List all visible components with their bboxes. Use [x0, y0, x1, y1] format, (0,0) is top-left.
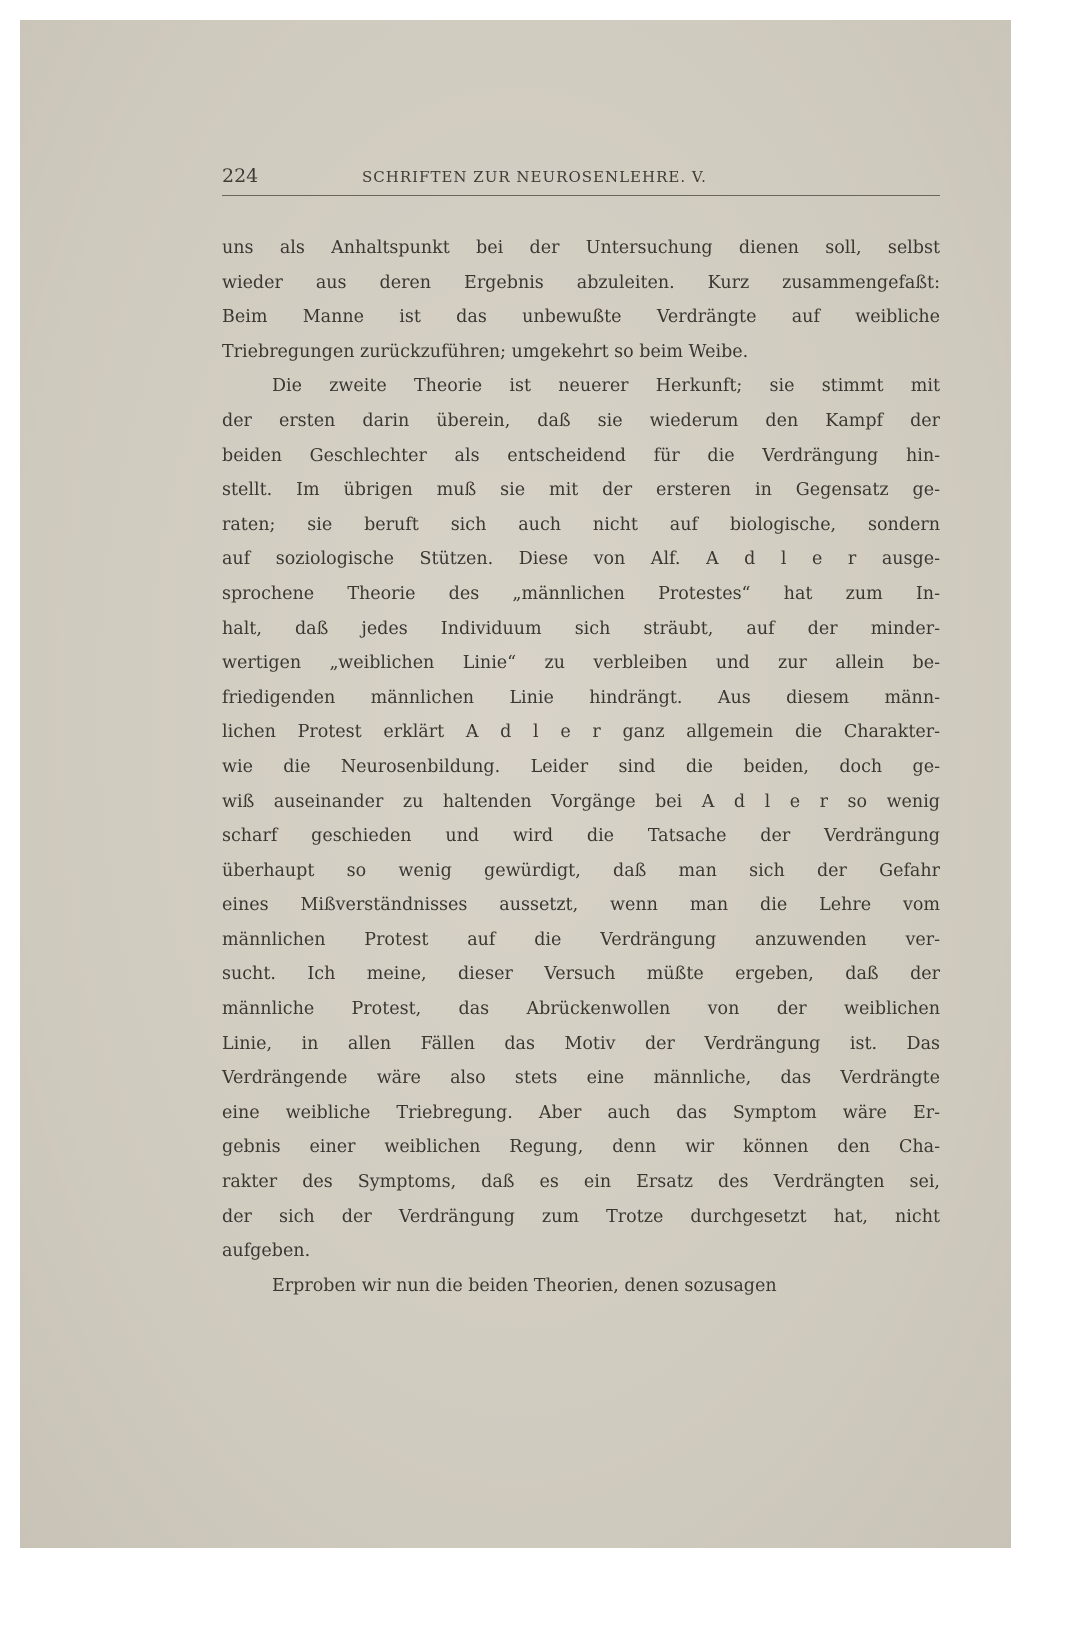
text-line: Erproben wir nun die beiden Theorien, denen sozusagen [272, 1275, 777, 1296]
running-head: SCHRIFTEN ZUR NEUROSENLEHRE. V. [362, 168, 707, 186]
text-line: Triebregungen zurückzuführen; umgekehrt so beim Weibe. [222, 341, 749, 362]
text-line: eines Mißverständnisses aussetzt, wenn man die Lehre vom [222, 895, 940, 916]
text-line: wie die Neurosenbildung. Leider sind die beiden, doch ge- [222, 756, 940, 777]
body-text [222, 231, 940, 1303]
text-line: männlichen Protest auf die Verdrängung anzuwenden ver- [222, 929, 940, 950]
text-line: wieder aus deren Ergebnis abzuleiten. Kurz zusammengefaßt: [222, 272, 940, 293]
page-number: 224 [222, 165, 259, 187]
paragraph [222, 369, 940, 1268]
text-line: friedigenden männlichen Linie hindrängt. Aus diesem männ- [222, 687, 940, 708]
text-line: wertigen „weiblichen Linie“ zu verbleiben und zur allein be- [222, 653, 940, 674]
text-line: sprochene Theorie des „männlichen Protestes“ hat zum In- [222, 583, 940, 604]
text-line: rakter des Symptoms, daß es ein Ersatz des Verdrängten sei, [222, 1172, 940, 1193]
text-line: Verdrängende wäre also stets eine männliche, das Verdrängte [222, 1068, 940, 1089]
text-line: überhaupt so wenig gewürdigt, daß man sich der Gefahr [222, 860, 940, 881]
text-line: uns als Anhaltspunkt bei der Untersuchung dienen soll, selbst [222, 238, 940, 258]
text-line: stellt. Im übrigen muß sie mit der ersteren in Gegensatz ge- [222, 480, 940, 501]
text-line: eine weibliche Triebregung. Aber auch das Symptom wäre Er- [222, 1102, 940, 1123]
page-header [222, 165, 940, 196]
scanned-page [20, 20, 1011, 1548]
text-line: wiß auseinander zu haltenden Vorgänge bei A d l e r so wenig [222, 791, 940, 812]
text-line: raten; sie beruft sich auch nicht auf biologische, sondern [222, 514, 940, 535]
text-line: Beim Manne ist das unbewußte Verdrängte auf weibliche [222, 307, 940, 328]
text-line: sucht. Ich meine, dieser Versuch müßte ergeben, daß der [222, 964, 940, 985]
text-line: auf soziologische Stützen. Diese von Alf. A d l e r ausge- [222, 549, 940, 570]
text-line: beiden Geschlechter als entscheidend für die Verdrängung hin- [222, 445, 940, 466]
paragraph [222, 1269, 940, 1304]
paragraph [222, 231, 940, 369]
text-line: lichen Protest erklärt A d l e r ganz allgemein die Charakter- [222, 722, 940, 743]
text-line: gebnis einer weiblichen Regung, denn wir können den Cha- [222, 1137, 940, 1158]
text-line: Linie, in allen Fällen das Motiv der Verdrängung ist. Das [222, 1033, 940, 1054]
text-line: der ersten darin überein, daß sie wiederum den Kampf der [222, 410, 940, 431]
text-line: halt, daß jedes Individuum sich sträubt, auf der minder- [222, 618, 940, 639]
text-line: der sich der Verdrängung zum Trotze durchgesetzt hat, nicht [222, 1206, 940, 1227]
text-line: Die zweite Theorie ist neuerer Herkunft; sie stimmt mit [272, 376, 940, 397]
text-line: männliche Protest, das Abrückenwollen von der weiblichen [222, 999, 940, 1020]
text-line: aufgeben. [222, 1241, 311, 1262]
text-line: scharf geschieden und wird die Tatsache der Verdrängung [222, 826, 940, 847]
